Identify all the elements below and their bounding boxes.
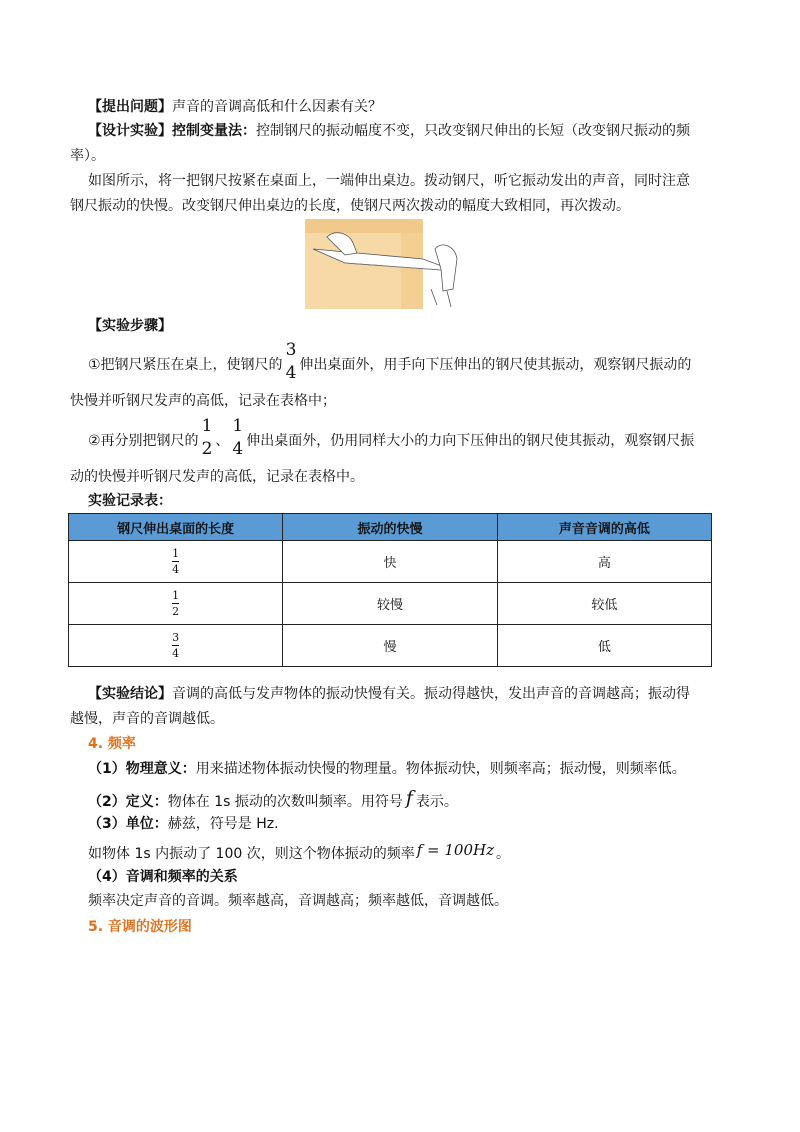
- table-row: [69, 625, 712, 667]
- step-1: [88, 342, 748, 382]
- steps-label-text: 【实验步骤】: [88, 318, 172, 334]
- freq-meaning: [88, 758, 748, 780]
- fraction-one-half: 1 2: [201, 416, 213, 459]
- speed-cell: 较慢: [283, 583, 497, 625]
- freq-definition: [88, 789, 748, 813]
- pitch-cell: 高: [497, 541, 711, 583]
- steps-label: [88, 315, 748, 337]
- relation-label: （4）音调和频率的关系: [88, 869, 238, 885]
- section-heading-waveform: 5. 音调的波形图: [88, 919, 192, 935]
- pitch-cell: 较低: [497, 583, 711, 625]
- step-1-line-2: 快慢并听钢尺发声的高低，记录在表格中；: [70, 393, 336, 409]
- table-title: [88, 490, 748, 512]
- table-row: [69, 541, 712, 583]
- freq-example-post: 。: [496, 846, 511, 862]
- table-row: [69, 583, 712, 625]
- step-2-line-2: 动的快慢并听钢尺发声的高低，记录在表格中。: [70, 469, 364, 485]
- header-pitch: 声音音调的高低: [497, 514, 711, 541]
- freq-definition-label: （2）定义：: [88, 794, 168, 810]
- fraction-one-quarter: 1 4: [232, 416, 244, 459]
- table-header-row: [69, 514, 712, 541]
- length-cell: $\frac{3}{4}$: [69, 625, 283, 667]
- freq-definition-text: 物体在 1s 振动的次数叫频率。用符号: [167, 794, 403, 810]
- section-heading-frequency: 4. 频率: [88, 736, 136, 752]
- freq-definition-post: 表示。: [415, 794, 458, 810]
- conclusion-label: 【实验结论】: [88, 686, 172, 702]
- fraction-separator: 、: [215, 433, 230, 449]
- experiment-record-table: [68, 513, 712, 667]
- step-2: [88, 418, 748, 458]
- question-paragraph: [88, 96, 748, 118]
- freq-meaning-text: 用来描述物体振动快慢的物理量。物体振动快，则频率高；振动慢，则频率低。: [195, 761, 686, 777]
- speed-cell: 快: [283, 541, 497, 583]
- freq-example-pre: 如物体 1s 内振动了 100 次，则这个物体振动的频率: [88, 846, 415, 862]
- freq-meaning-label: （1）物理意义：: [88, 761, 196, 777]
- length-cell: $\frac{1}{4}$: [69, 541, 283, 583]
- conclusion-text-2: 越慢，声音的音调越低。: [70, 711, 224, 727]
- question-text: 声音的音调高低和什么因素有关？: [172, 99, 382, 115]
- pitch-cell: 低: [497, 625, 711, 667]
- header-length: 钢尺伸出桌面的长度: [69, 514, 283, 541]
- freq-formula: f = 100Hz: [416, 841, 495, 859]
- step-2-pre: ②再分别把钢尺的: [88, 433, 199, 449]
- header-speed: 振动的快慢: [283, 514, 497, 541]
- speed-cell: 慢: [283, 625, 497, 667]
- design-text-1: 控制钢尺的振动幅度不变，只改变钢尺伸出的长短（改变钢尺振动的频: [256, 123, 690, 139]
- design-method: 控制变量法：: [172, 123, 256, 139]
- conclusion-paragraph: [88, 683, 748, 705]
- relation-text: 频率决定声音的音调。频率越高，音调越高；频率越低，音调越低。: [88, 893, 508, 909]
- freq-example: [88, 842, 748, 865]
- pitch-frequency-relation-heading: [88, 866, 748, 888]
- freq-unit-text: 赫兹，符号是 Hz.: [167, 816, 279, 832]
- design-label: 【设计实验】: [88, 123, 172, 139]
- design-text-2: 率）。: [70, 148, 105, 164]
- step-1-pre: ①把钢尺紧压在桌上，使钢尺的: [88, 357, 283, 373]
- freq-symbol: f: [405, 787, 413, 809]
- table-title-text: 实验记录表：: [88, 493, 172, 509]
- ruler-experiment-figure: [305, 219, 465, 309]
- procedure-text-2: 钢尺振动的快慢。改变钢尺伸出桌边的长度，使钢尺两次拨动的幅度大致相同，再次拨动。: [70, 198, 630, 214]
- conclusion-text-1: 音调的高低与发声物体的振动快慢有关。振动得越快，发出声音的音调越高；振动得: [172, 686, 690, 702]
- procedure-text-1: 如图所示，将一把钢尺按紧在桌面上，一端伸出桌边。拨动钢尺，听它振动发出的声音，同时注意: [88, 173, 690, 189]
- design-paragraph: [88, 120, 748, 142]
- freq-unit: [88, 813, 748, 835]
- step-1-post: 伸出桌面外，用手向下压伸出的钢尺使其振动，观察钢尺振动的: [299, 357, 692, 373]
- question-label: 【提出问题】: [88, 99, 172, 115]
- fraction-three-quarters: 3 4: [285, 340, 297, 383]
- freq-unit-label: （3）单位：: [88, 816, 168, 832]
- length-cell: $\frac{1}{2}$: [69, 583, 283, 625]
- step-2-post: 伸出桌面外，仍用同样大小的力向下压伸出的钢尺使其振动，观察钢尺振: [246, 433, 695, 449]
